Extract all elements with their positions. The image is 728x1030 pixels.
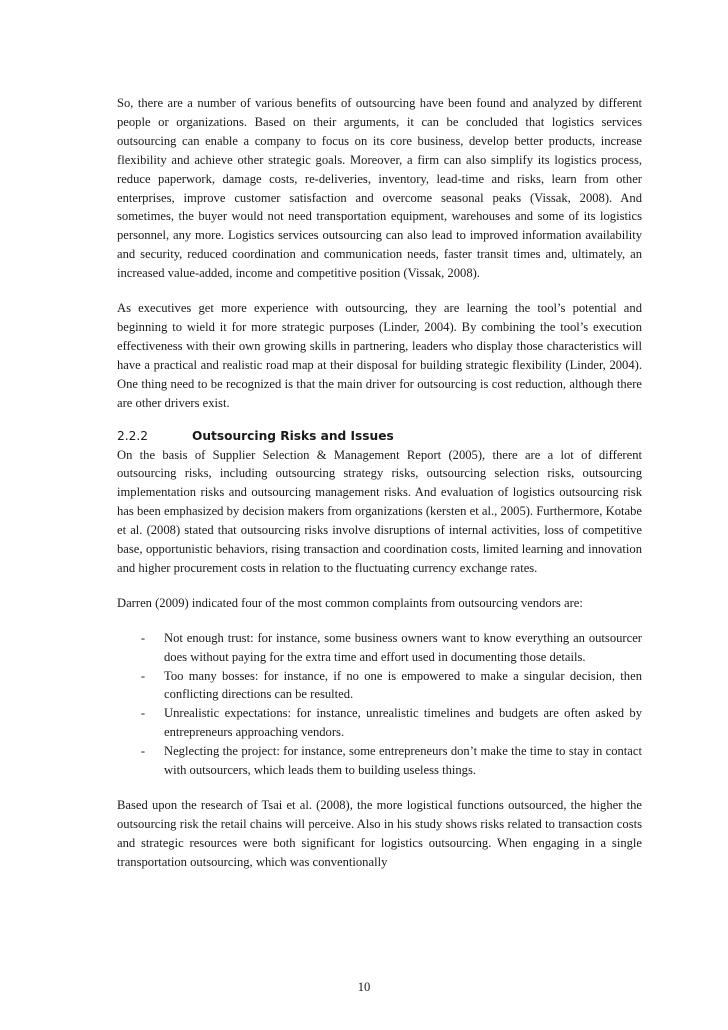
complaints-list — [117, 629, 642, 780]
paragraph-complaints-intro: Darren (2009) indicated four of the most common complaints from outsourcing vendors are: — [117, 595, 583, 610]
list-item — [117, 704, 642, 742]
bullet-marker: - — [140, 630, 146, 645]
list-item-text: Unrealistic expectations: for instance, unrealistic timelines and budgets are often asked by entrepreneurs approaching vendors. — [164, 706, 642, 740]
bullet-marker: - — [140, 744, 146, 759]
section-number: 2.2.2 — [117, 428, 149, 443]
list-item — [117, 742, 642, 780]
section-title: Outsourcing Risks and Issues — [192, 428, 394, 443]
document-page — [117, 94, 642, 872]
bullet-marker: - — [140, 706, 146, 721]
list-item-text: Neglecting the project: for instance, some entrepreneurs don’t make the time to stay in contact with outsourcers, which leads them to building useless things. — [164, 744, 642, 778]
section-heading — [117, 427, 642, 446]
bullet-marker: - — [140, 668, 146, 683]
list-item-text: Not enough trust: for instance, some business owners want to know everything an outsourcer does without paying for the extra time and effort used in documenting those details. — [164, 630, 642, 664]
list-item — [117, 629, 642, 667]
list-item — [117, 667, 642, 705]
list-item-text: Too many bosses: for instance, if no one is empowered to make a singular decision, then conflicting directions can be resulted. — [164, 668, 642, 702]
paragraph-tsai: Based upon the research of Tsai et al. (2008), the more logistical functions outsourced, the higher the outsourcing risk the retail chains will perceive. Also in his study shows risks related to transaction costs and strategic resources were both significant for logistics outsourcing. When engaging in a single transportation outsourcing, which was conventionally — [117, 798, 642, 869]
paragraph-executives: As executives get more experience with outsourcing, they are learning the tool’s potential and beginning to wield it for more strategic purposes (Linder, 2004). By combining the tool’s execution effectiveness with their own growing skills in partnering, leaders who display those characteristics will have a practical and realistic road map at their disposal for building strategic flexibility (Linder, 2004). One thing need to be recognized is that the main driver for outsourcing is cost reduction, although there are other drivers exist. — [117, 301, 642, 410]
page-number: 10 — [357, 980, 371, 994]
paragraph-benefits: So, there are a number of various benefits of outsourcing have been found and analyzed by different people or organizations. Based on their arguments, it can be concluded that logistics services outsourcing can enable a company to focus on its core business, develop better products, increase flexibility and achieve other strategic goals. Moreover, a firm can also simplify its logistics process, reduce paperwork, damage costs, re-deliveries, inventory, lead-time and risks, learn from other enterprises, improve customer satisfaction and overcome seasonal peaks (Vissak, 2008). And sometimes, the buyer would not need transportation equipment, warehouses and some of its logistics personnel, any more. Logistics services outsourcing can also lead to improved information availability and security, reduced coordination and communication needs, faster transit times and, ultimately, an increased value-added, income and competitive position (Vissak, 2008). — [117, 96, 642, 281]
paragraph-risks: On the basis of Supplier Selection & Management Report (2005), there are a lot of different outsourcing risks, including outsourcing strategy risks, outsourcing selection risks, outsourcing implementation risks and outsourcing management risks. And evaluation of logistics outsourcing risk has been emphasized by decision makers from organizations (kersten et al., 2005). Furthermore, Kotabe et al. (2008) stated that outsourcing risks involve disruptions of internal activities, loss of competitive base, opportunistic behaviors, rising transaction and coordination costs, limited learning and innovation and higher procurement costs in relation to the fluctuating currency exchange rates. — [117, 447, 642, 575]
